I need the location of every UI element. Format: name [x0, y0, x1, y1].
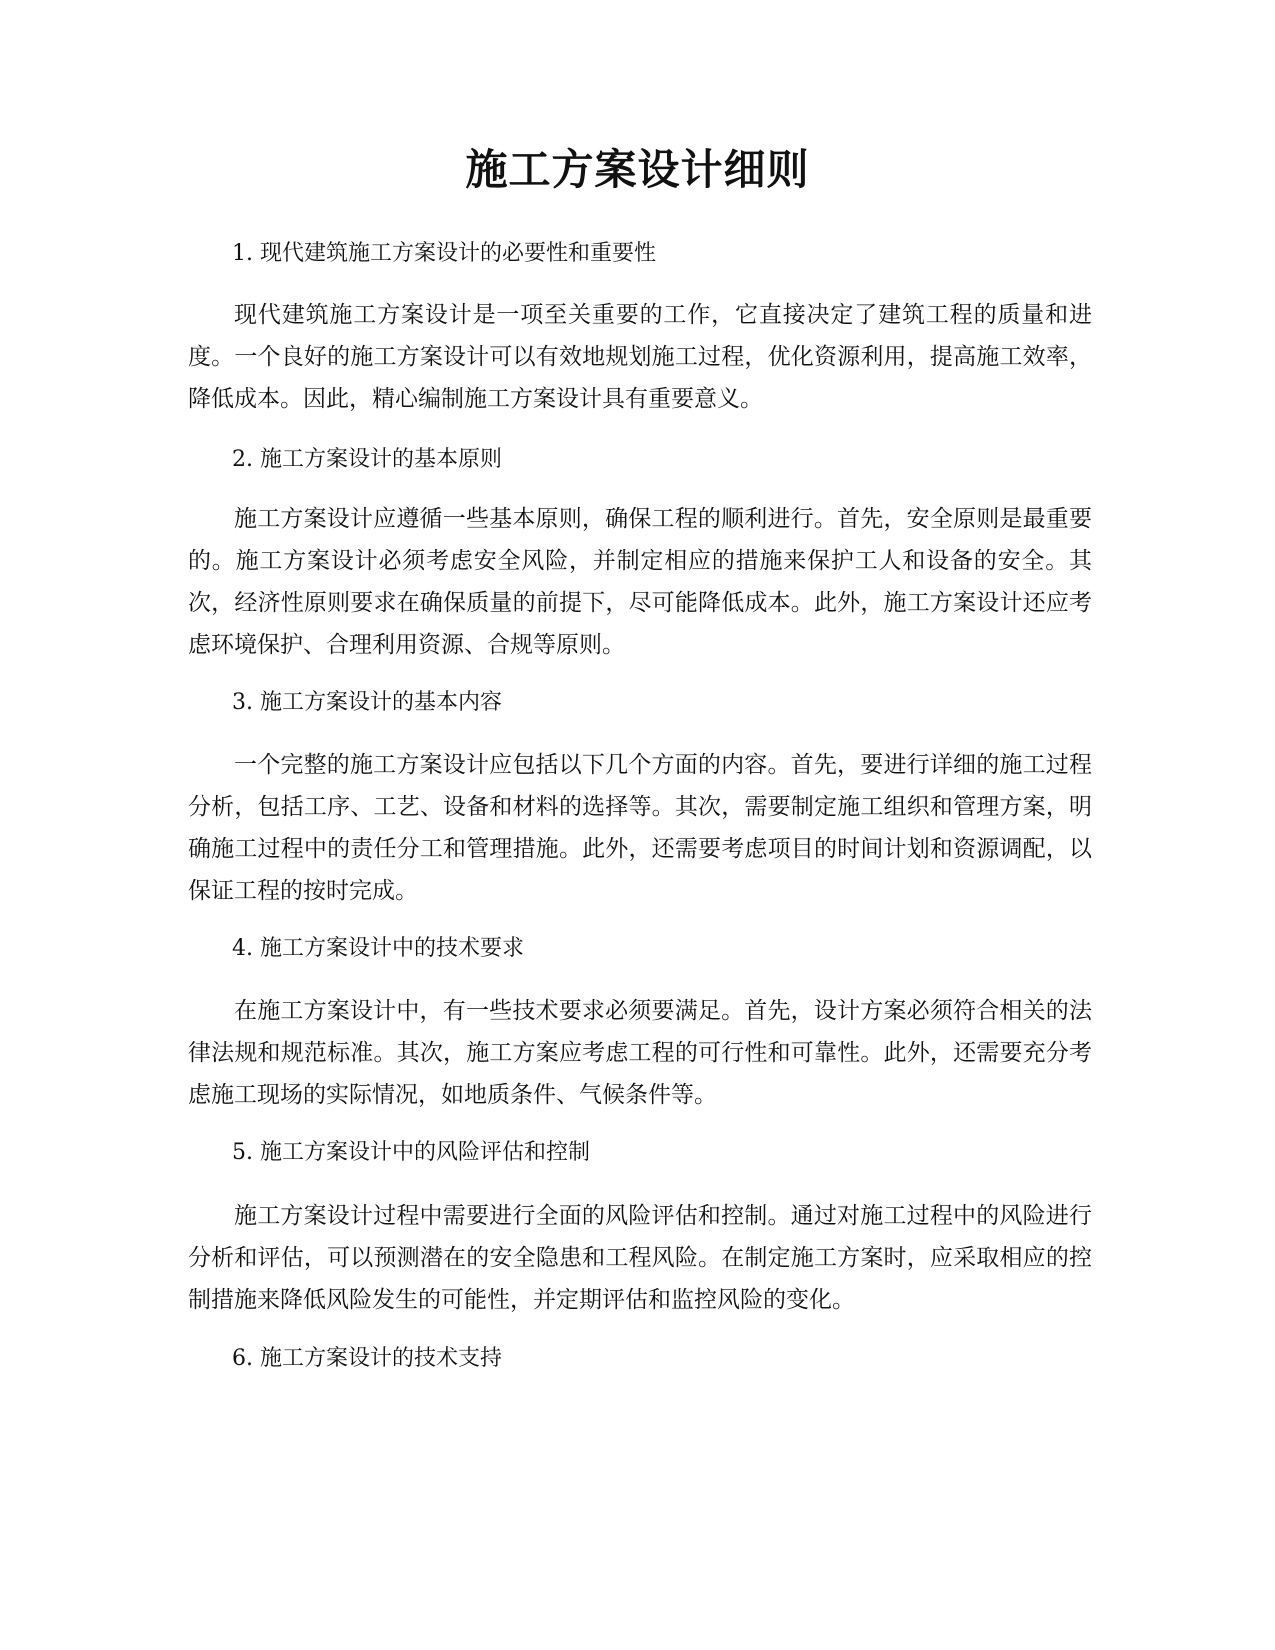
section-paragraph: 一个完整的施工方案设计应包括以下几个方面的内容。首先，要进行详细的施工过程分析，包括工序、工艺、设备和材料的选择等。其次，需要制定施工组织和管理方案，明确施工过程中的责任分工和管理措施。此外，还需要考虑项目的时间计划和资源调配，以保证工程的按时完成。 — [188, 752, 1092, 904]
section-heading: 6. 施工方案设计的技术支持 — [232, 1346, 502, 1371]
section-paragraph: 施工方案设计应遵循一些基本原则，确保工程的顺利进行。首先，安全原则是最重要的。施工方案设计必须考虑安全风险，并制定相应的措施来保护工人和设备的安全。其次，经济性原则要求在确保质量的前提下，尽可能降低成本。此外，施工方案设计还应考虑环境保护、合理利用资源、合规等原则。 — [188, 506, 1092, 658]
page-title: 施工方案设计细则 — [465, 145, 810, 194]
section-heading: 3. 施工方案设计的基本内容 — [232, 690, 502, 715]
section-paragraph: 现代建筑施工方案设计是一项至关重要的工作，它直接决定了建筑工程的质量和进度。一个良好的施工方案设计可以有效地规划施工过程，优化资源利用，提高施工效率，降低成本。因此，精心编制施工方案设计具有重要意义。 — [188, 302, 1092, 412]
section-heading: 5. 施工方案设计中的风险评估和控制 — [232, 1140, 590, 1165]
section-5 — [188, 1139, 1092, 1167]
section-3 — [188, 689, 1092, 717]
section-2 — [188, 446, 1092, 474]
section-1-body — [188, 294, 1092, 420]
section-3-body — [188, 744, 1092, 912]
section-1 — [188, 240, 1092, 268]
section-heading: 1. 现代建筑施工方案设计的必要性和重要性 — [232, 241, 656, 266]
section-heading: 2. 施工方案设计的基本原则 — [232, 447, 502, 472]
section-4 — [188, 935, 1092, 963]
section-paragraph: 在施工方案设计中，有一些技术要求必须要满足。首先，设计方案必须符合相关的法律法规和规范标准。其次，施工方案应考虑工程的可行性和可靠性。此外，还需要充分考虑施工现场的实际情况，如地质条件、气候条件等。 — [188, 998, 1092, 1108]
section-5-body — [188, 1195, 1092, 1321]
section-heading: 4. 施工方案设计中的技术要求 — [232, 936, 524, 961]
section-2-body — [188, 498, 1092, 666]
section-4-body — [188, 990, 1092, 1116]
section-6 — [188, 1345, 1092, 1373]
section-paragraph: 施工方案设计过程中需要进行全面的风险评估和控制。通过对施工过程中的风险进行分析和评估，可以预测潜在的安全隐患和工程风险。在制定施工方案时，应采取相应的控制措施来降低风险发生的可能性，并定期评估和监控风险的变化。 — [188, 1203, 1092, 1313]
